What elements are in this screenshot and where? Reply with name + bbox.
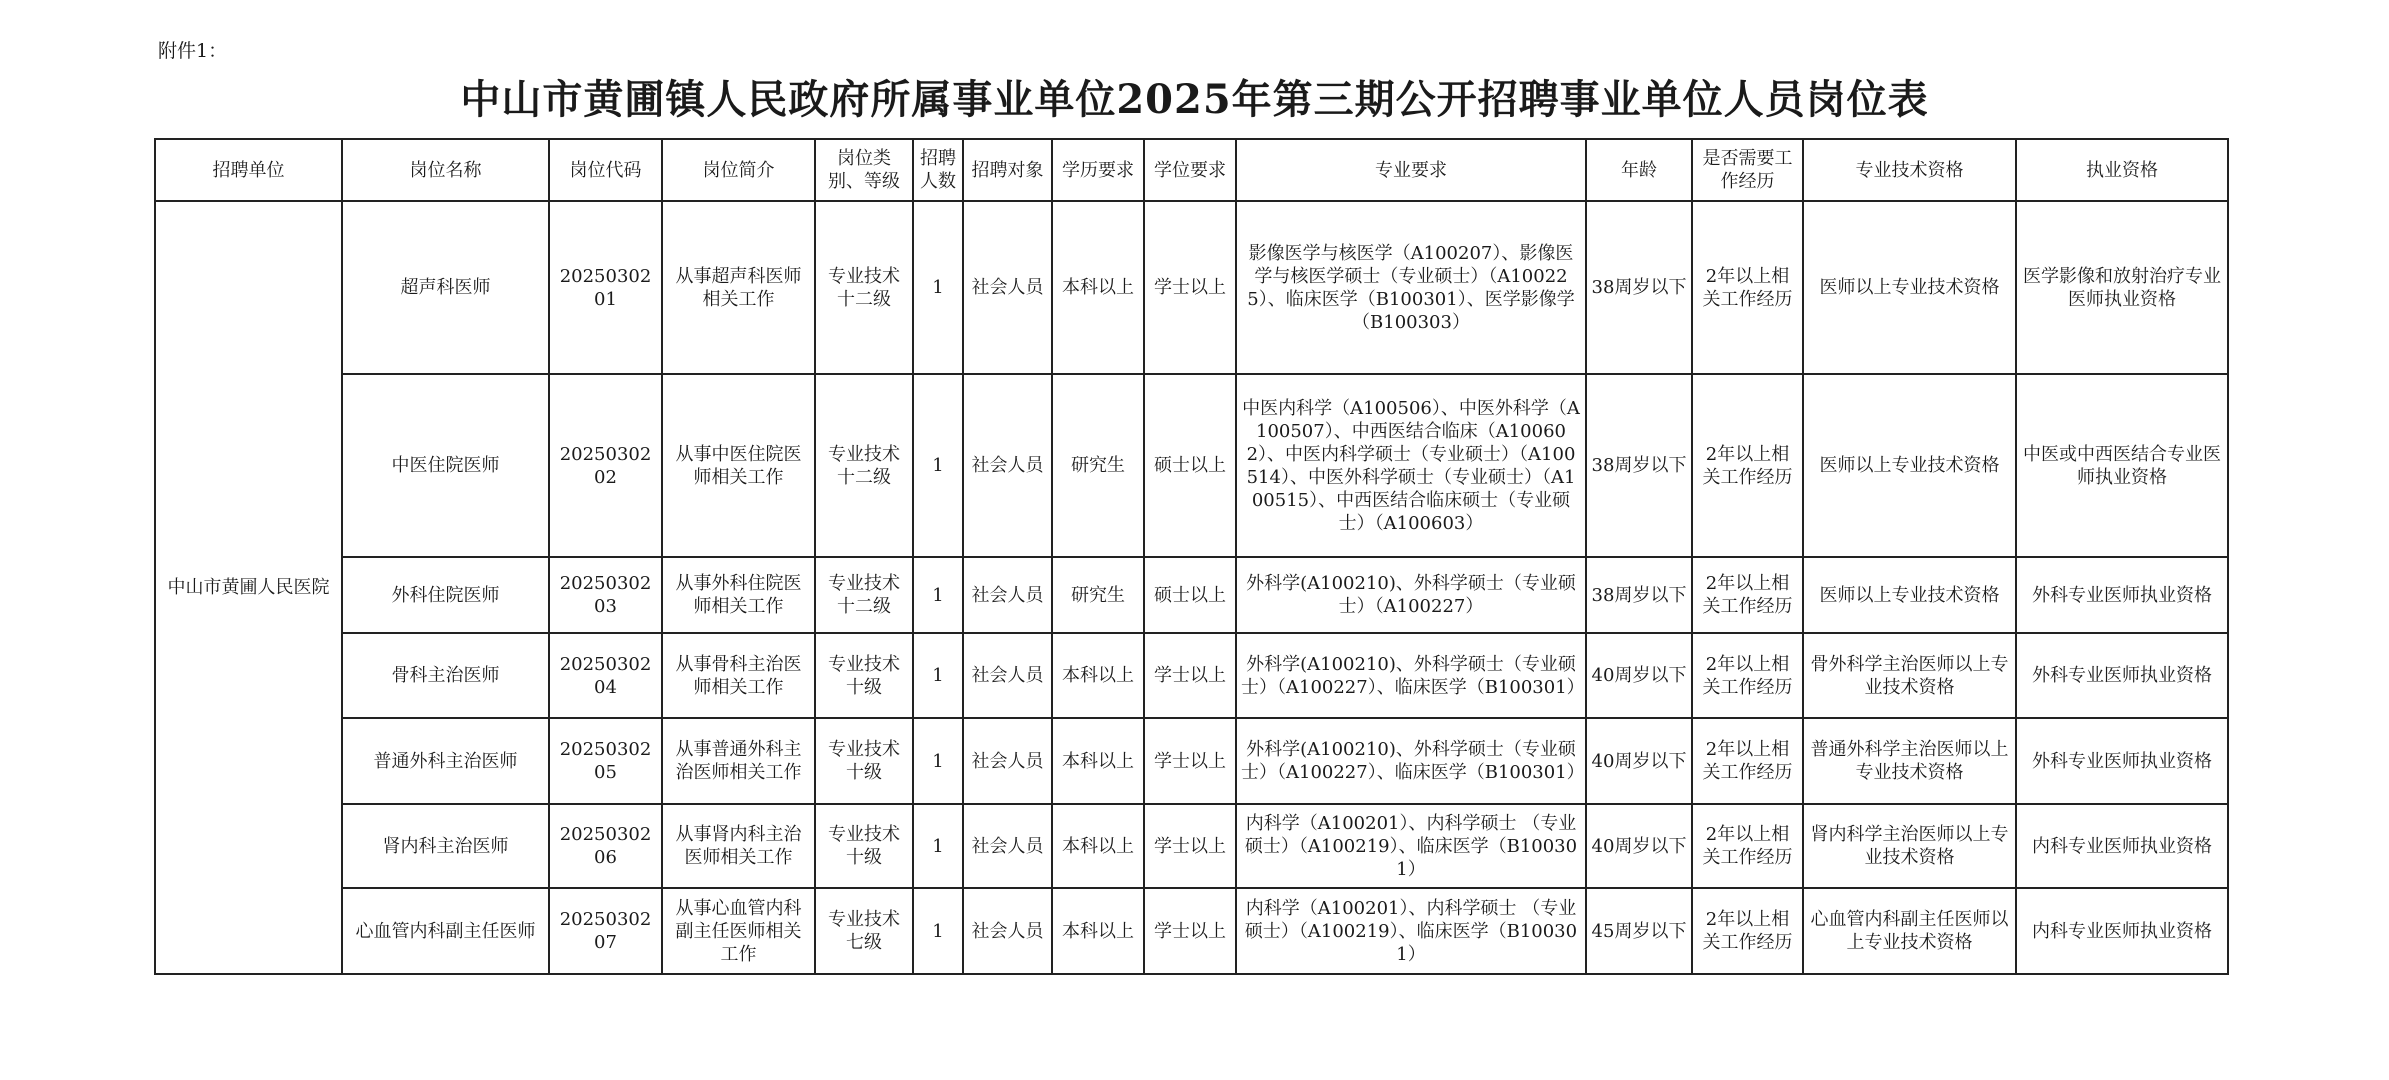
- license-cell: 医学影像和放射治疗专业医师执业资格: [2016, 201, 2228, 374]
- license-cell: 外科专业医师执业资格: [2016, 718, 2228, 804]
- position-code-cell: 2025030202: [549, 374, 662, 557]
- position-name-cell: 普通外科主治医师: [342, 718, 549, 804]
- license-cell: 中医或中西医结合专业医师执业资格: [2016, 374, 2228, 557]
- experience-cell: 2年以上相关工作经历: [1692, 557, 1803, 633]
- position-category-cell: 专业技术十级: [815, 633, 913, 718]
- tech-qual-cell: 心血管内科副主任医师以上专业技术资格: [1803, 888, 2016, 974]
- position-category-cell: 专业技术七级: [815, 888, 913, 974]
- position-name-cell: 骨科主治医师: [342, 633, 549, 718]
- education-cell: 本科以上: [1052, 804, 1144, 888]
- target-cell: 社会人员: [963, 888, 1052, 974]
- recruiting-unit-cell: 中山市黄圃人民医院: [155, 201, 342, 974]
- header-code: 岗位代码: [549, 139, 662, 201]
- table-row: [155, 201, 2228, 374]
- table-row: [155, 804, 2228, 888]
- header-count: 招聘人数: [913, 139, 963, 201]
- position-intro-cell: 从事外科住院医师相关工作: [662, 557, 815, 633]
- tech-qual-cell: 肾内科学主治医师以上专业技术资格: [1803, 804, 2016, 888]
- experience-cell: 2年以上相关工作经历: [1692, 374, 1803, 557]
- table-row: [155, 718, 2228, 804]
- license-cell: 外科专业医师执业资格: [2016, 633, 2228, 718]
- header-experience: 是否需要工作经历: [1692, 139, 1803, 201]
- table-row: [155, 374, 2228, 557]
- experience-cell: 2年以上相关工作经历: [1692, 804, 1803, 888]
- position-intro-cell: 从事心血管内科副主任医师相关工作: [662, 888, 815, 974]
- position-code-cell: 2025030203: [549, 557, 662, 633]
- education-cell: 本科以上: [1052, 888, 1144, 974]
- target-cell: 社会人员: [963, 201, 1052, 374]
- experience-cell: 2年以上相关工作经历: [1692, 201, 1803, 374]
- position-intro-cell: 从事肾内科主治医师相关工作: [662, 804, 815, 888]
- hire-count-cell: 1: [913, 201, 963, 374]
- position-category-cell: 专业技术十二级: [815, 557, 913, 633]
- position-name-cell: 心血管内科副主任医师: [342, 888, 549, 974]
- position-category-cell: 专业技术十级: [815, 718, 913, 804]
- target-cell: 社会人员: [963, 804, 1052, 888]
- position-name-cell: 超声科医师: [342, 201, 549, 374]
- position-intro-cell: 从事超声科医师相关工作: [662, 201, 815, 374]
- header-category: 岗位类别、等级: [815, 139, 913, 201]
- education-cell: 本科以上: [1052, 718, 1144, 804]
- degree-cell: 硕士以上: [1144, 557, 1236, 633]
- position-intro-cell: 从事普通外科主治医师相关工作: [662, 718, 815, 804]
- education-cell: 研究生: [1052, 557, 1144, 633]
- target-cell: 社会人员: [963, 557, 1052, 633]
- major-cell: 内科学（A100201）、内科学硕士 （专业硕士）（A100219）、临床医学（B100301）: [1236, 888, 1586, 974]
- tech-qual-cell: 普通外科学主治医师以上专业技术资格: [1803, 718, 2016, 804]
- header-unit: 招聘单位: [155, 139, 342, 201]
- degree-cell: 硕士以上: [1144, 374, 1236, 557]
- hire-count-cell: 1: [913, 888, 963, 974]
- experience-cell: 2年以上相关工作经历: [1692, 633, 1803, 718]
- education-cell: 本科以上: [1052, 201, 1144, 374]
- major-cell: 外科学(A100210)、外科学硕士（专业硕士）（A100227）、临床医学（B100301）: [1236, 633, 1586, 718]
- tech-qual-cell: 骨外科学主治医师以上专业技术资格: [1803, 633, 2016, 718]
- age-cell: 40周岁以下: [1586, 633, 1692, 718]
- degree-cell: 学士以上: [1144, 804, 1236, 888]
- age-cell: 40周岁以下: [1586, 718, 1692, 804]
- header-tech-qual: 专业技术资格: [1803, 139, 2016, 201]
- age-cell: 38周岁以下: [1586, 557, 1692, 633]
- tech-qual-cell: 医师以上专业技术资格: [1803, 557, 2016, 633]
- position-name-cell: 肾内科主治医师: [342, 804, 549, 888]
- position-category-cell: 专业技术十二级: [815, 374, 913, 557]
- attachment-label: 附件1：: [158, 40, 228, 62]
- education-cell: 研究生: [1052, 374, 1144, 557]
- table-row: [155, 633, 2228, 718]
- position-code-cell: 2025030206: [549, 804, 662, 888]
- major-cell: 外科学(A100210)、外科学硕士（专业硕士）（A100227）、临床医学（B100301）: [1236, 718, 1586, 804]
- header-name: 岗位名称: [342, 139, 549, 201]
- position-name-cell: 中医住院医师: [342, 374, 549, 557]
- header-degree: 学位要求: [1144, 139, 1236, 201]
- positions-table: [154, 138, 2229, 975]
- major-cell: 外科学(A100210)、外科学硕士（专业硕士）（A100227）: [1236, 557, 1586, 633]
- major-cell: 影像医学与核医学（A100207）、影像医学与核医学硕士（专业硕士）（A100225）、临床医学（B100301）、医学影像学（B100303）: [1236, 201, 1586, 374]
- hire-count-cell: 1: [913, 374, 963, 557]
- education-cell: 本科以上: [1052, 633, 1144, 718]
- header-major: 专业要求: [1236, 139, 1586, 201]
- position-code-cell: 2025030201: [549, 201, 662, 374]
- license-cell: 内科专业医师执业资格: [2016, 804, 2228, 888]
- tech-qual-cell: 医师以上专业技术资格: [1803, 201, 2016, 374]
- degree-cell: 学士以上: [1144, 633, 1236, 718]
- age-cell: 45周岁以下: [1586, 888, 1692, 974]
- position-name-cell: 外科住院医师: [342, 557, 549, 633]
- header-target: 招聘对象: [963, 139, 1052, 201]
- degree-cell: 学士以上: [1144, 201, 1236, 374]
- target-cell: 社会人员: [963, 374, 1052, 557]
- age-cell: 38周岁以下: [1586, 201, 1692, 374]
- experience-cell: 2年以上相关工作经历: [1692, 718, 1803, 804]
- page-title: 中山市黄圃镇人民政府所属事业单位2025年第三期公开招聘事业单位人员岗位表: [460, 76, 1929, 123]
- degree-cell: 学士以上: [1144, 718, 1236, 804]
- header-row: [155, 139, 2228, 201]
- position-intro-cell: 从事骨科主治医师相关工作: [662, 633, 815, 718]
- header-intro: 岗位简介: [662, 139, 815, 201]
- header-license: 执业资格: [2016, 139, 2228, 201]
- hire-count-cell: 1: [913, 633, 963, 718]
- age-cell: 40周岁以下: [1586, 804, 1692, 888]
- major-cell: 中医内科学（A100506）、中医外科学（A100507）、中西医结合临床（A100602）、中医内科学硕士（专业硕士）（A100514）、中医外科学硕士（专业硕士）（A100515）、中西医结合临床硕士（专业硕士）（A100603）: [1236, 374, 1586, 557]
- hire-count-cell: 1: [913, 718, 963, 804]
- position-code-cell: 2025030204: [549, 633, 662, 718]
- table-row: [155, 888, 2228, 974]
- header-education: 学历要求: [1052, 139, 1144, 201]
- position-intro-cell: 从事中医住院医师相关工作: [662, 374, 815, 557]
- position-code-cell: 2025030205: [549, 718, 662, 804]
- age-cell: 38周岁以下: [1586, 374, 1692, 557]
- degree-cell: 学士以上: [1144, 888, 1236, 974]
- header-age: 年龄: [1586, 139, 1692, 201]
- target-cell: 社会人员: [963, 633, 1052, 718]
- hire-count-cell: 1: [913, 557, 963, 633]
- license-cell: 外科专业医师执业资格: [2016, 557, 2228, 633]
- major-cell: 内科学（A100201）、内科学硕士 （专业硕士）（A100219）、临床医学（B100301）: [1236, 804, 1586, 888]
- license-cell: 内科专业医师执业资格: [2016, 888, 2228, 974]
- tech-qual-cell: 医师以上专业技术资格: [1803, 374, 2016, 557]
- target-cell: 社会人员: [963, 718, 1052, 804]
- experience-cell: 2年以上相关工作经历: [1692, 888, 1803, 974]
- position-category-cell: 专业技术十二级: [815, 201, 913, 374]
- table-row: [155, 557, 2228, 633]
- position-category-cell: 专业技术十级: [815, 804, 913, 888]
- hire-count-cell: 1: [913, 804, 963, 888]
- position-code-cell: 2025030207: [549, 888, 662, 974]
